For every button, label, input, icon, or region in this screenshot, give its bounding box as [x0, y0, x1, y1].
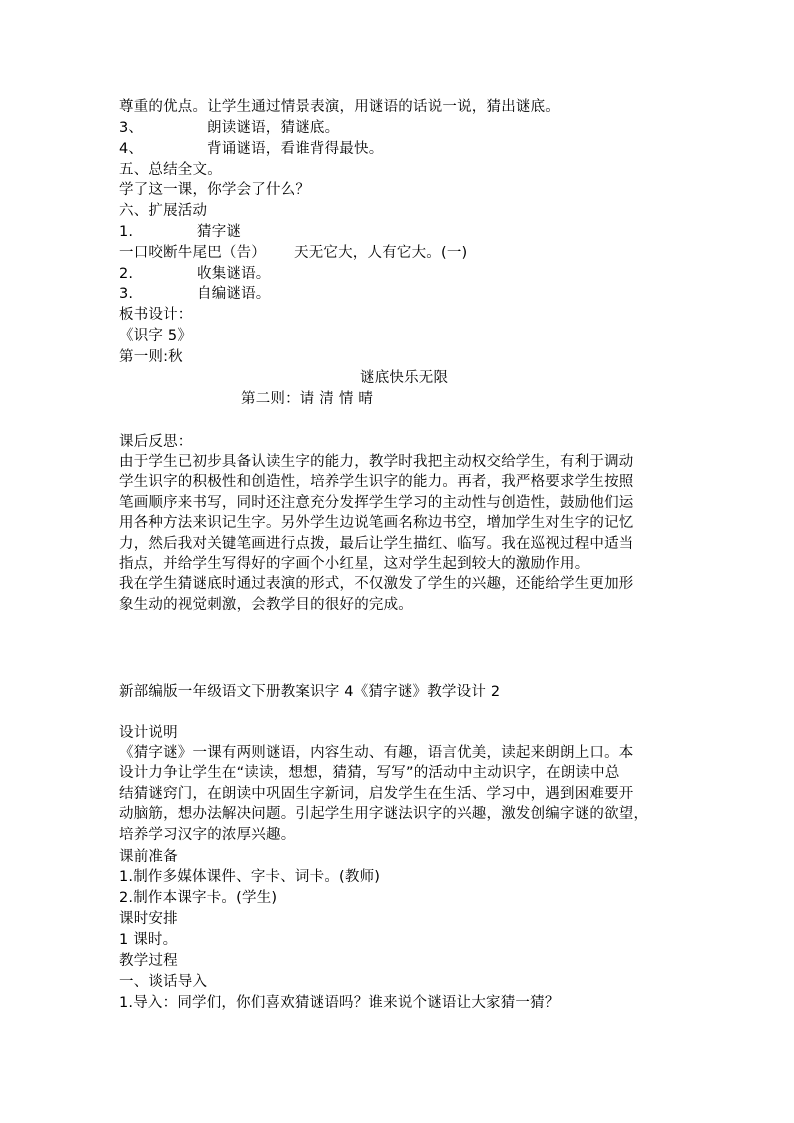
riddle-text: 天无它大，人有它大。(一) — [294, 245, 468, 261]
text-line: 象生动的视觉刺激，会教学目的很好的完成。 — [119, 596, 413, 613]
text-line: 笔画顺序来书写，同时还注意充分发挥学生学习的主动性与创造性，鼓励他们运 — [119, 494, 634, 511]
item-text: 朗读谜语，猜谜底。 — [207, 120, 340, 136]
text-line: 设计力争让学生在“读读，想想，猜猜，写写”的活动中主动识字，在朗读中总 — [119, 765, 620, 782]
text-line: 1 课时。 — [119, 932, 178, 948]
design-description — [119, 743, 679, 845]
text-line: 我在学生猜谜底时通过表演的形式，不仅激发了学生的兴趣，还能给学生更加形 — [119, 576, 634, 593]
activity-item-3 — [119, 284, 271, 304]
text-line: 学了这一课，你学会了什么？ — [119, 182, 311, 198]
text-line: 尊重的优点。让学生通过情景表演，用谜语的话说一说，猜出谜底。 — [119, 99, 560, 115]
list-item-3 — [119, 118, 340, 138]
section-heading: 教学过程 — [119, 953, 178, 969]
board-heading: 板书设计： — [119, 307, 193, 323]
item-text: 背诵谜语，看谁背得最快。 — [207, 141, 384, 157]
reflection-paragraph — [119, 452, 679, 615]
text-line: 培养学习汉字的浓厚兴趣。 — [119, 826, 296, 843]
item-number: 3. — [119, 286, 134, 302]
activity-item-2 — [119, 264, 271, 284]
reflection-heading: 课后反思： — [119, 434, 193, 450]
list-item-4 — [119, 139, 384, 159]
item-number: 3、 — [119, 120, 144, 136]
design-title: 新部编版一年级语文下册教案识字 4《猜字谜》教学设计 2 — [119, 684, 501, 700]
item-text: 收集谜语。 — [197, 266, 271, 282]
board-first-riddle: 第一则:秋 — [119, 349, 183, 365]
text-line: 指点，并给学生写得好的字画个小红星，这对学生起到较大的激励作用。 — [119, 556, 590, 573]
text-line: 用各种方法来识记生字。另外学生边说笔画名称边书空，增加学生对生字的记忆 — [119, 515, 634, 532]
text-line: 力，然后我对关键笔画进行点拨，最后让学生描红、临写。我在巡视过程中适当 — [119, 535, 634, 552]
text-line: 由于学生已初步具备认读生字的能力，教学时我把主动权交给学生，有利于调动 — [119, 454, 634, 470]
text-line: 结猜谜窍门，在朗读中巩固生字新词，启发学生在生活、学习中，遇到困难要开 — [119, 785, 634, 802]
activity-item-1 — [119, 222, 242, 242]
item-text: 猜字谜 — [197, 224, 242, 240]
text-line: 学生识字的积极性和创造性，培养学生识字的能力。再者，我严格要求学生按照 — [119, 474, 634, 491]
item-number: 4、 — [119, 141, 144, 157]
section-heading: 课时安排 — [119, 911, 178, 927]
board-second-riddle: 第二则：请 清 情 晴 — [241, 391, 374, 407]
item-text: 自编谜语。 — [197, 286, 271, 302]
text-line: 动脑筋，想办法解决问题。引起学生用字谜法识字的兴趣，激发创编字谜的欲望， — [119, 806, 649, 823]
section-heading: 五、总结全文。 — [119, 162, 222, 178]
item-number: 1. — [119, 224, 134, 240]
board-motto: 谜底快乐无限 — [360, 370, 449, 386]
section-heading: 课前准备 — [119, 849, 178, 865]
list-item: 1.制作多媒体课件、字卡、词卡。(教师) — [119, 869, 381, 885]
section-heading: 一、谈话导入 — [119, 974, 208, 990]
text-line: 《猜字谜》一课有两则谜语，内容生动、有趣，语言优美，读起来朗朗上口。本 — [119, 745, 634, 761]
list-item: 2.制作本课字卡。(学生) — [119, 890, 278, 906]
riddle-text: 一口咬断牛尾巴（告） — [119, 245, 266, 261]
riddle-line — [119, 243, 468, 263]
board-title: 《识字 5》 — [119, 328, 193, 344]
text-line: 1.导入：同学们，你们喜欢猜谜语吗？谁来说个谜语让大家猜一猜？ — [119, 995, 560, 1011]
section-heading: 设计说明 — [119, 725, 178, 741]
section-heading: 六、扩展活动 — [119, 203, 208, 219]
item-number: 2. — [119, 266, 134, 282]
